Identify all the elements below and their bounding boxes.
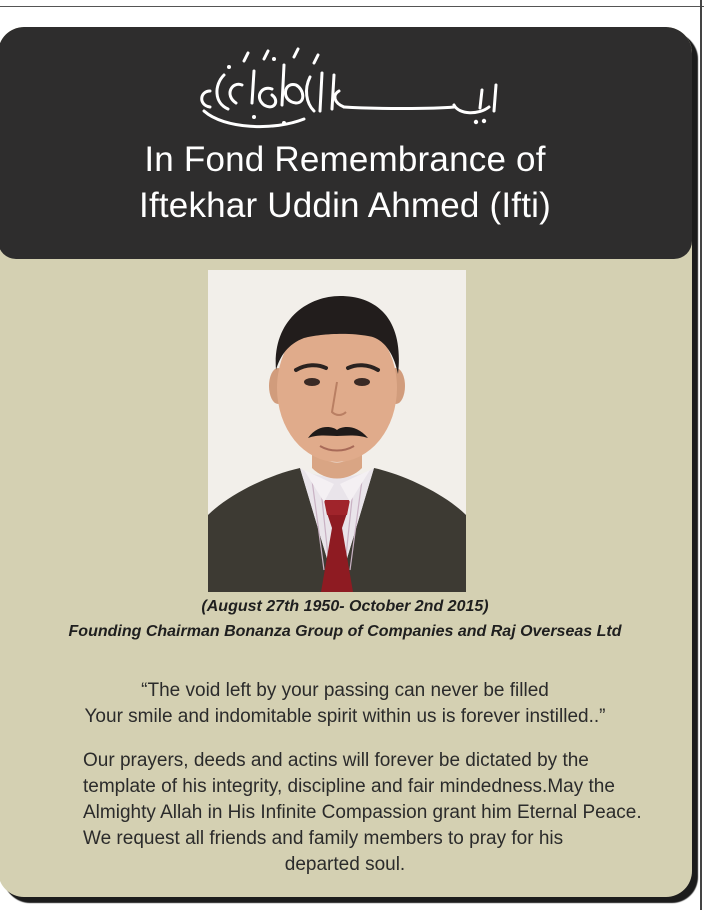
quote-line-2: Your smile and indomitable spirit within us is forever instilled..” bbox=[84, 706, 606, 727]
prayer-paragraph-line-5: departed soul. bbox=[284, 854, 406, 875]
prayer-paragraph-line-2: template of his integrity, discipline and fair mindedness.May the bbox=[83, 776, 615, 797]
title-line-2: Iftekhar Uddin Ahmed (Ifti) bbox=[139, 186, 551, 225]
memorial-card bbox=[0, 27, 692, 897]
prayer-paragraph-line-4: We request all friends and family members to pray for his bbox=[83, 828, 564, 849]
right-rule bbox=[700, 0, 702, 910]
prayer-paragraph-line-3: Almighty Allah in His Infinite Compassion grant him Eternal Peace. bbox=[83, 802, 642, 823]
basmala-calligraphy bbox=[184, 45, 514, 135]
life-dates: (August 27th 1950- October 2nd 2015) bbox=[201, 598, 489, 615]
title-line-1: In Fond Remembrance of bbox=[144, 140, 546, 179]
quote-line-1: “The void left by your passing can never be filled bbox=[141, 680, 549, 701]
top-rule bbox=[0, 6, 704, 7]
prayer-paragraph-line-1: Our prayers, deeds and actins will forever be dictated by the bbox=[83, 750, 589, 771]
header-banner bbox=[0, 27, 692, 259]
portrait-photo bbox=[208, 270, 466, 592]
role-title: Founding Chairman Bonanza Group of Companies and Raj Overseas Ltd bbox=[68, 623, 622, 640]
